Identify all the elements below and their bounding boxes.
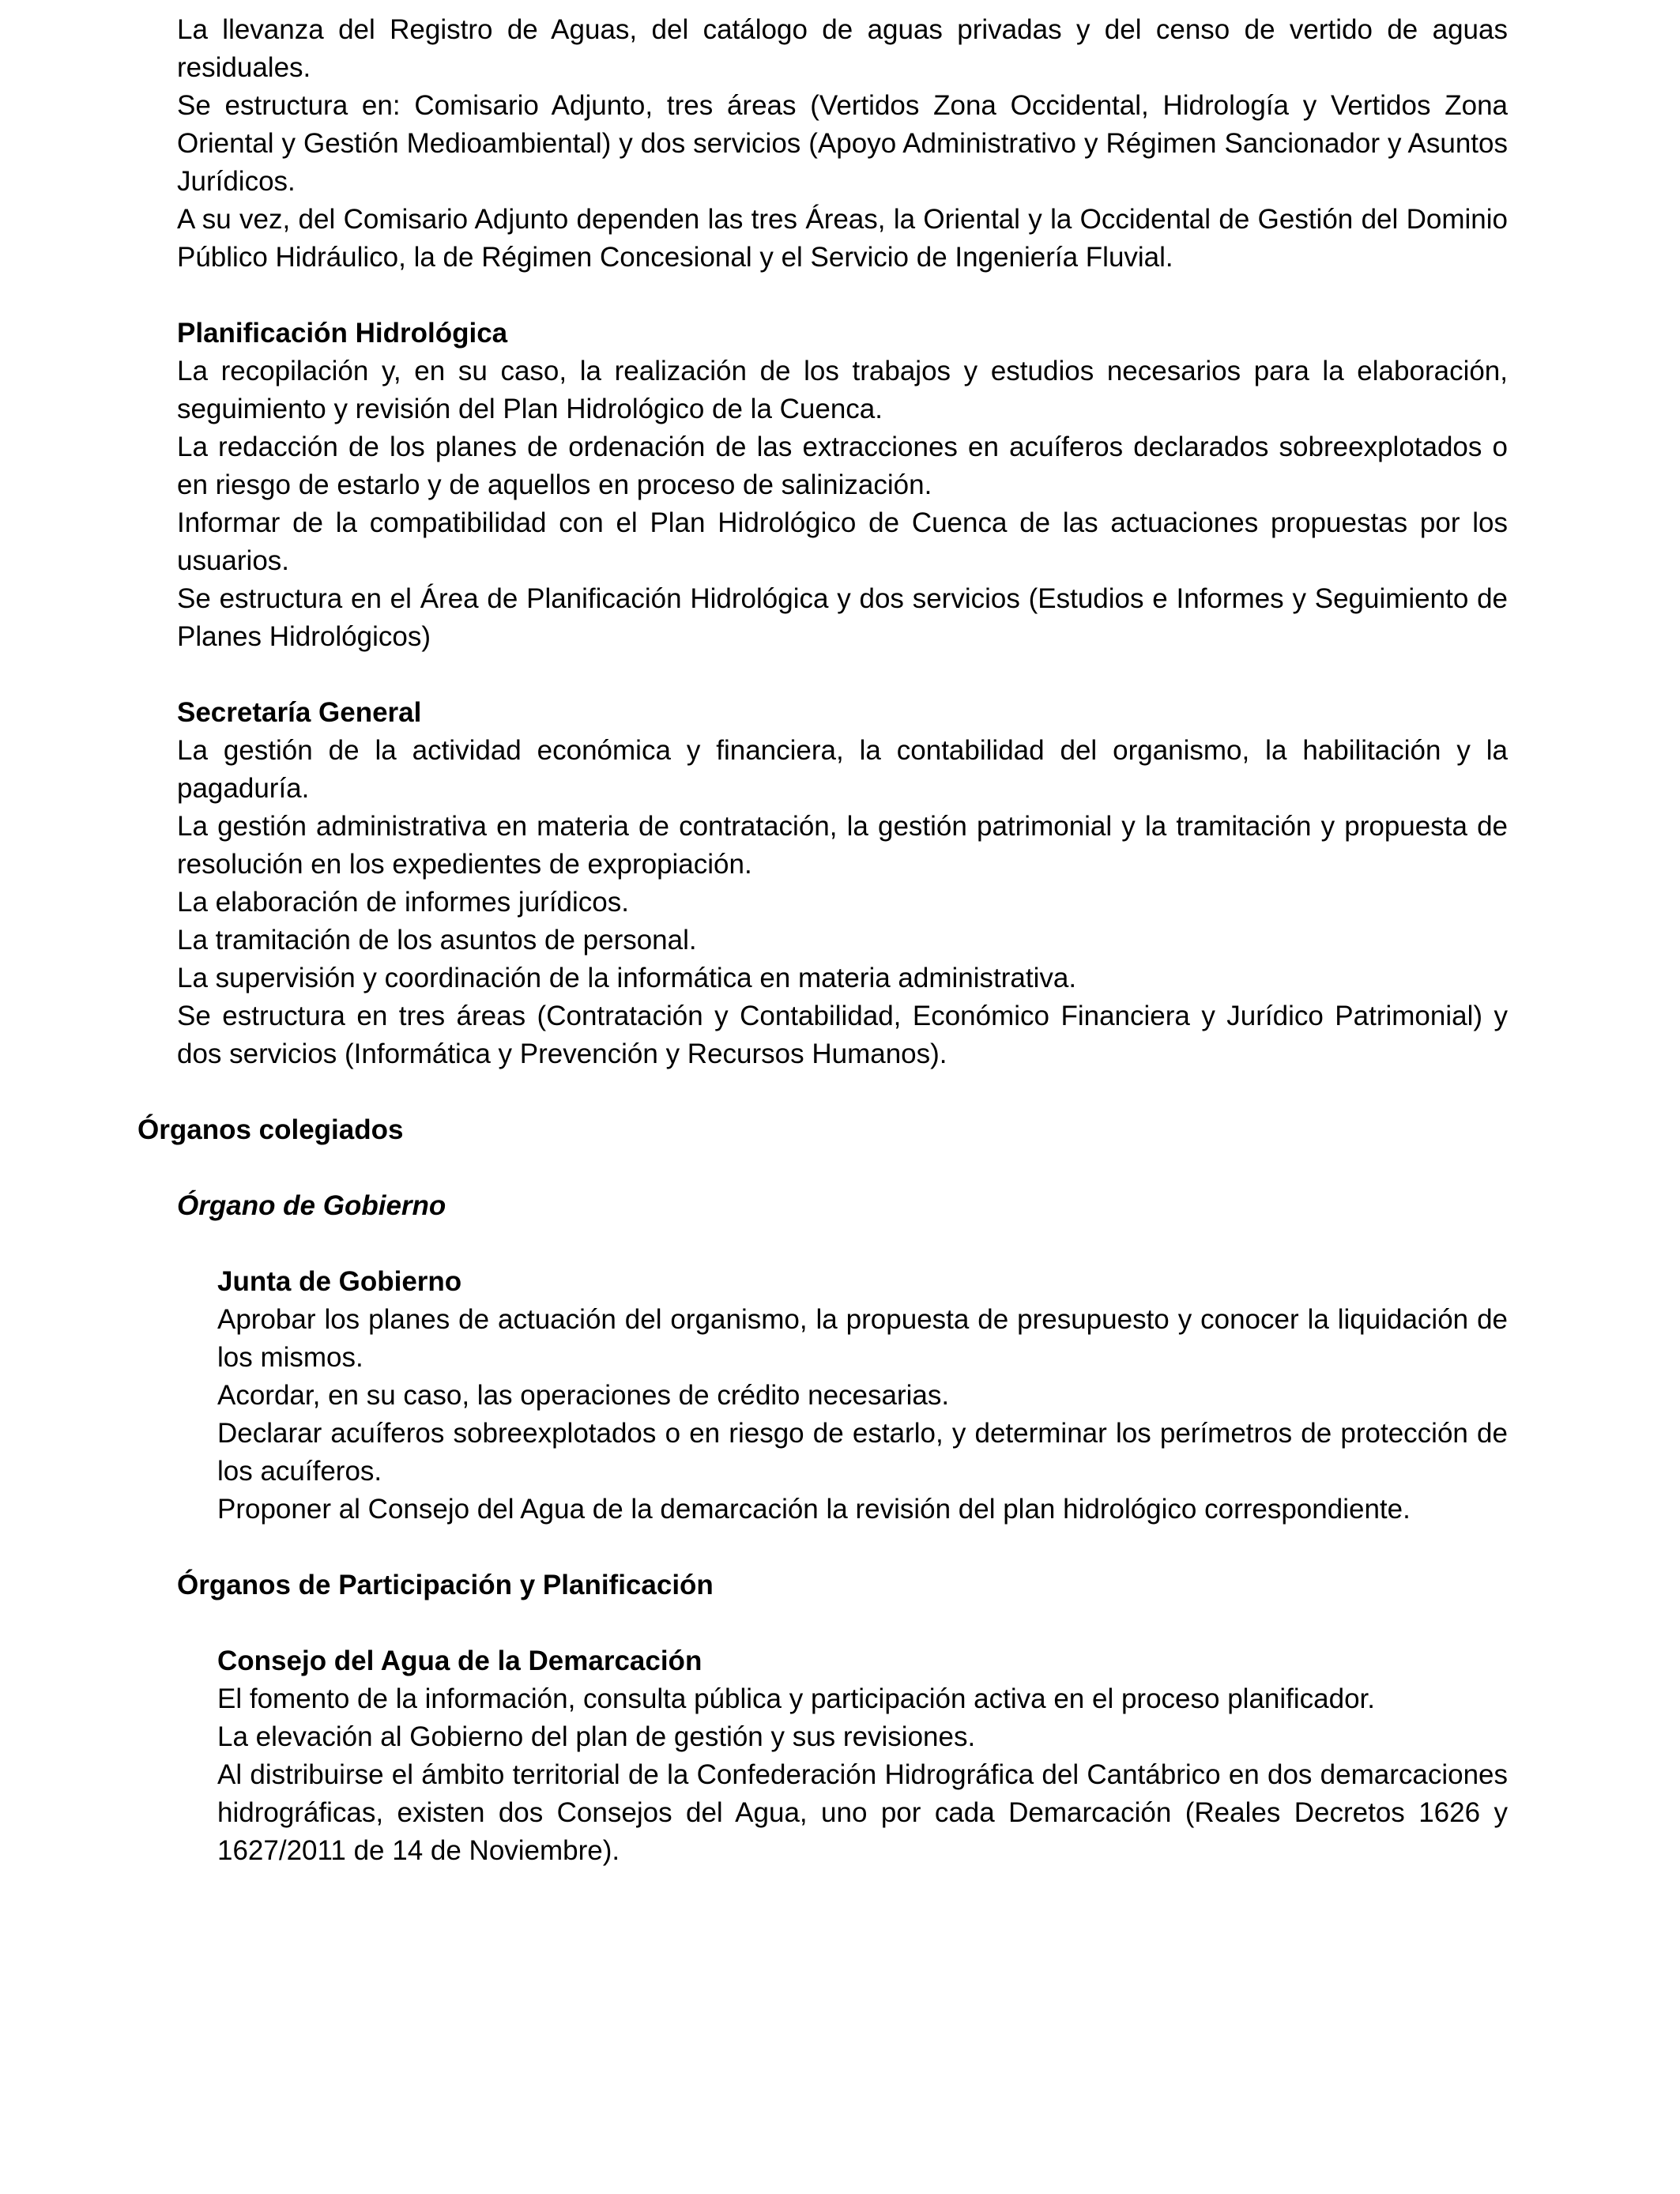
junta-paragraph: Acordar, en su caso, las operaciones de crédito necesarias. [217,1380,950,1411]
junta-section [217,1263,1508,1529]
organos-section [137,1111,1508,1149]
junta-paragraph: Declarar acuíferos sobreexplotados o en riesgo de estarlo, y determinar los perímetros de protección de los acuíferos. [217,1418,1508,1487]
planificacion-paragraph: Informar de la compatibilidad con el Plan Hidrológico de Cuenca de las actuaciones propuestas por los usuarios. [177,507,1508,576]
comisaria-paragraph: Se estructura en: Comisario Adjunto, tres áreas (Vertidos Zona Occidental, Hidrología y Vertidos Zona Oriental y Gestión Medioambiental) y dos servicios (Apoyo Administrativo y Régimen Sancionador y Asuntos Jurídicos. [177,90,1508,197]
comisaria-section [177,11,1508,277]
section-heading-junta: Junta de Gobierno [217,1266,462,1297]
consejo-paragraph: El fomento de la información, consulta pública y participación activa en el proceso planificador. [217,1683,1375,1714]
comisaria-paragraph: La llevanza del Registro de Aguas, del catálogo de aguas privadas y del censo de vertido de aguas residuales. [177,14,1508,83]
planificacion-paragraph: La redacción de los planes de ordenación de las extracciones en acuíferos declarados sobreexplotados o en riesgo de estarlo y de aquellos en proceso de salinización. [177,432,1508,500]
document-page [0,11,1680,1870]
section-heading-planificacion: Planificación Hidrológica [177,318,508,349]
secretaria-paragraph: La gestión de la actividad económica y financiera, la contabilidad del organismo, la habilitación y la pagaduría. [177,735,1508,804]
planificacion-paragraph: Se estructura en el Área de Planificación Hidrológica y dos servicios (Estudios e Informes y Seguimiento de Planes Hidrológicos) [177,583,1508,652]
secretaria-paragraph: Se estructura en tres áreas (Contratación y Contabilidad, Económico Financiera y Jurídico Patrimonial) y dos servicios (Informática y Prevención y Recursos Humanos). [177,1001,1508,1069]
secretaria-paragraph: La tramitación de los asuntos de personal. [177,925,697,956]
section-heading-organos: Órganos colegiados [137,1114,404,1145]
secretaria-paragraph: La elaboración de informes jurídicos. [177,887,629,918]
junta-paragraph: Proponer al Consejo del Agua de la demarcación la revisión del plan hidrológico correspondiente. [217,1494,1411,1525]
participacion-subsection [177,1566,1508,1604]
consejo-paragraph: La elevación al Gobierno del plan de gestión y sus revisiones. [217,1721,976,1752]
section-heading-secretaria: Secretaría General [177,697,422,728]
comisaria-paragraph: A su vez, del Comisario Adjunto dependen las tres Áreas, la Oriental y la Occidental de Gestión del Dominio Público Hidráulico, la de Régimen Concesional y el Servicio de Ingeniería Fluvial. [177,204,1508,273]
secretaria-paragraph: La gestión administrativa en materia de contratación, la gestión patrimonial y la tramitación y propuesta de resolución en los expedientes de expropiación. [177,811,1508,880]
planificacion-paragraph: La recopilación y, en su caso, la realización de los trabajos y estudios necesarios para la elaboración, seguimiento y revisión del Plan Hidrológico de la Cuenca. [177,356,1508,424]
subsection-heading-gobierno: Órgano de Gobierno [177,1190,446,1221]
subsection-heading-participacion: Órganos de Participación y Planificación [177,1570,714,1600]
junta-paragraph: Aprobar los planes de actuación del organismo, la propuesta de presupuesto y conocer la liquidación de los mismos. [217,1304,1508,1373]
consejo-section [217,1642,1508,1870]
secretaria-paragraph: La supervisión y coordinación de la informática en materia administrativa. [177,963,1077,993]
gobierno-subsection [177,1187,1508,1225]
consejo-paragraph: Al distribuirse el ámbito territorial de la Confederación Hidrográfica del Cantábrico en dos demarcaciones hidrográficas, existen dos Consejos del Agua, uno por cada Demarcación (Reales Decretos 1626 y 1627/2011 de 14 de Noviembre). [217,1759,1508,1866]
section-heading-consejo: Consejo del Agua de la Demarcación [217,1646,703,1676]
planificacion-section [177,315,1508,656]
secretaria-section [177,694,1508,1073]
